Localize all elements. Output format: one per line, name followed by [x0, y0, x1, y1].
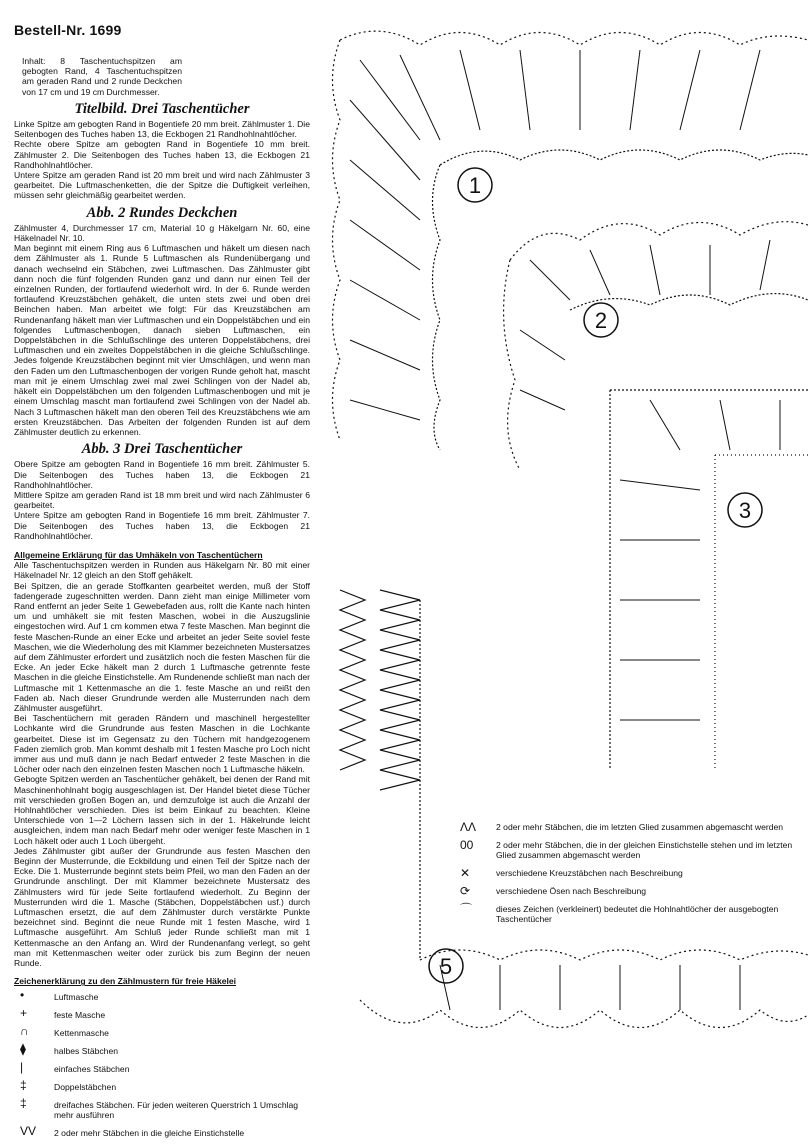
general-title: Allgemeine Erklärung für das Umhäkeln von Taschentüchern [14, 549, 263, 560]
legend-label: Luftmasche [54, 992, 99, 1003]
legend-row [14, 1044, 310, 1056]
chart-6-zigzag-2 [340, 590, 365, 770]
legend-row [460, 868, 800, 878]
order-number: Bestell-Nr. 1699 [14, 22, 122, 38]
legend-row [460, 822, 800, 832]
chart-number-3: 3 [738, 498, 752, 523]
section-title-3: Abb. 3 Drei Taschentücher [81, 441, 243, 458]
legend-left [14, 990, 310, 1138]
chart-2-left [504, 260, 520, 470]
picot-icon: ⟳ [460, 884, 471, 898]
crochet-charts [320, 0, 808, 1125]
legend-label: dreifaches Stäbchen. Für jeden weiteren Querstrich 1 Umschlag mehr ausführen [54, 1100, 299, 1121]
legend-row [14, 1126, 310, 1138]
chart-3-rays [620, 400, 780, 720]
general-para-4: Gebogte Spitzen werden an Taschentücher gehäkelt, bei denen der Rand mit Maschinenhohlnaht bogig ausgeschlagen ist. Der Handel bietet diese Tücher mit verschieden großen Bogen an, und demzufolge ist auch die Anzahl der Hohlnahtlöcher verschieden. Dies ist beim Einkauf zu beachten. Kleine Unterschiede von 1—2 Löchern lassen sich in der 1. Häkelrunde leicht ausgleichen, indem man nach Bedarf mehr oder weniger feste Maschen in 1 Loch häkelt oder auch 1 Loch übergeht. [14, 774, 310, 846]
legend-row [14, 1098, 310, 1120]
cluster-icon: 00 [460, 838, 474, 852]
legend-label: dieses Zeichen (verkleinert) bedeutet die Hohlnahtlöcher der ausgebogten Taschentücher [496, 904, 779, 924]
chart-5-outline [420, 950, 808, 960]
legend-row [460, 886, 800, 896]
section-1-para-3: Untere Spitze am geraden Rand ist 20 mm breit und wird nach Zählmuster 3 gearbeitet. Die Luftmaschenketten, die der Spitze die Duftigkeit verleihen, müssen sehr gleichmäßig gearbeitet werden. [14, 170, 310, 201]
chart-2-outline [510, 222, 808, 260]
cross-stitch-icon: ✕ [460, 866, 471, 880]
chart-3-inner [715, 455, 808, 770]
chart-1-left-inner [433, 165, 441, 450]
chart-1-inner-edge [440, 150, 808, 165]
section-3-para-1: Obere Spitze am gebogten Rand in Bogentiefe 16 mm breit. Zählmuster 5. Die Seitenbogen des Tuches haben 13, die Eckbogen 21 Randhohlnahtlöcher. [14, 459, 310, 490]
section-2-para-2: Man beginnt mit einem Ring aus 6 Luftmaschen und häkelt um diesen nach dem Zählmuster als 1. Runde 5 Luftmaschen als Rundenübergang und danach wechselnd ein Stäbchen, zwei Luftmaschen. Das Zählmuster gibt dann noch die fünf folgenden Runden ganz und dann nur einen Teil der einzelnen Runden, der fortlaufend wiederholt wird. In der 6. Runde werden fortlaufend Kreuzstäbchen gehäkelt, die unten stets zwei und oben drei Beinchen haben. Man arbeitet wie folgt: Für das Kreuzstäbchen am Rundenanfang häkelt man vier Luftmaschen und ein Doppelstäbchen und ein folgendes Luftmaschenbogen, danach sieben Luftmaschen, ein Doppelstäbchen in die Schlußschlinge des unteren Doppelstäbchens, drei Luftmaschen und ein zweites Doppelstäbchen in die gleiche Schlußschlinge. Jedes folgende Kreuzstäbchen beginnt mit vier Umschlägen, und wenn man den Faden um den Luftmaschenbogen der vorigen Runde geholt hat, mascht man mit je einem Umschlag zwei mal zwei Schlingen von der Nadel ab, häkelt ein Doppelstäbchen um den folgenden Luftmaschenbogen und mit je einem Umschlag mascht man fortlaufend zwei Schlingen von der Nadel ab. Nach 3 Luftmaschen häkelt man den oberen Teil des Kreuzstäbchens wie am ersten Kreuzstäbchen. Das Arbeiten der folgenden Runden ist auf dem Zählmuster deutlich zu erkennen. [14, 243, 310, 437]
double-crochet-icon: | [20, 1060, 24, 1075]
legend-row [460, 904, 800, 924]
general-para-1: Alle Taschentuchspitzen werden in Runden aus Häkelgarn Nr. 80 mit einer Häkelnadel Nr. 12 gleich an den Stoff gehäkelt. [14, 560, 310, 581]
inhalt-text: Inhalt: 8 Taschentuchspitzen am gebogten Rand, 4 Taschentuchspitzen am geraden Rand und 2 runde Deckchen von 17 cm und 19 cm Durchmesser. [22, 56, 182, 97]
general-para-5: Jedes Zählmuster gibt außer der Grundrunde aus festen Maschen den Beginn der Musterrunde, die Eckbildung und einen Teil der Spitze nach der Ecke. Die 1. Musterrunde beginnt stets beim Pfeil, wo man den Faden an der Grundrunde anschlingt. Der mit Klammer bezeichnete Mustersatz des Zählmusters wird für jede Seite fortlaufend wiederholt. Zu Beginn der Musterrunden wird die 1. Masche (Stäbchen, Doppelstäbchen usf.) durch Luftmaschen ersetzt, die auf dem Zählmuster durch verstärkte Punkte bezeichnet sind. Beginnt die neue Runde mit 1 festen Masche, wird 1 Luftmasche ausgeführt. Am Schluß jeder Runde schließt man mit 1 Kettenmasche an den Anfang an. Wird der Rundenanfang verlegt, so geht man mit Kettenmaschen weiter oder zurück bis zum Beginn der neuen Runde. [14, 845, 310, 969]
legend-label: 2 oder mehr Stäbchen in die gleiche Einstichstelle [54, 1128, 245, 1139]
triple-treble-icon: ‡ [20, 1096, 27, 1111]
general-para-3: Bei Taschentüchern mit geraden Rändern und maschinell hergestellter Lochkante wird die Grundrunde aus festen Maschen in die Lochkante gearbeitet. Diese ist im Gegensatz zu den Tüchern mit handgezogenem Faden ziemlich grob. Man kommt deshalb mit 1 festen Masche pro Loch nicht immer aus und muß dann je nach Bedarf entweder 2 feste Maschen in die Löcher oder nach den einzelnen festen Maschen noch 1 Luftmasche häkeln. [14, 713, 310, 775]
legend-label: feste Masche [54, 1010, 106, 1021]
legend-label: 2 oder mehr Stäbchen, die in der gleichen Einstichstelle stehen und im letzten Glied zusammen abgemascht werden [496, 840, 793, 860]
chart-1-outline [340, 31, 808, 45]
legend-label: Kettenmasche [54, 1028, 109, 1039]
section-1-para-1: Linke Spitze am gebogten Rand in Bogentiefe 20 mm breit. Zählmuster 1. Die Seitenbogen des Tuches haben 13, die Eckbogen 21 Randhohlnahtlöcher. [14, 119, 310, 140]
section-title-1: Titelbild. Drei Taschentücher [74, 100, 250, 117]
legend-row [14, 990, 310, 1002]
section-1-para-2: Rechte obere Spitze am gebogten Rand in Bogentiefe 10 mm breit. Zählmuster 2. Die Seitenbogen des Tuches haben 13, die Eckbogen 21 Randhohlnahtlöcher. [14, 139, 310, 170]
chart-5-outer [360, 1000, 808, 1028]
text-column [14, 56, 310, 1144]
general-para-2: Bei Spitzen, die an gerade Stoffkanten gearbeitet werden, muß der Stoff fadengerade zugeschnitten werden. Dann zieht man einige Millimeter vom Rand entfernt an jeder Seite 1 Gewebefaden aus, rollt die Kante nach hinten um und umhäkelt sie mit festen Maschen, wobei in die Auszugslinie eingestochen wird. Auf 1 cm kommen etwa 7 feste Maschen. Man beginnt die feste Maschen-Runde an einer Ecke und arbeitet an jeder Seite soviel feste Maschen, wie die Wiederholung des mit Klammer bezeichneten Mustersatzes auf dem Zählmuster erfordert und zusätzlich noch die festen Maschen für die Ecke. An jeder Ecke häkelt man 2 durch 1 Luftmasche getrennte feste Maschen in die gleiche Einstichstelle. Am Rundenende schließt man nach der Luftmasche mit 1 Kettenmasche an die 1. feste Masche an und reißt den Faden ab. Nach dieser Grundrunde werden alle Musterrunden nach dem Zählmuster ausgeführt. [14, 580, 310, 713]
single-crochet-icon: + [20, 1006, 28, 1021]
treble-icon: ‡ [20, 1078, 27, 1093]
chain-stitch-icon: • [20, 988, 25, 1003]
legend-right [460, 822, 800, 932]
chart-number-1: 1 [468, 173, 482, 198]
legend-label: halbes Stäbchen [54, 1046, 119, 1057]
slip-stitch-icon: ∩ [20, 1024, 29, 1039]
chart-6-zigzag [380, 590, 420, 790]
legend-row [14, 1062, 310, 1074]
section-3-para-2: Mittlere Spitze am geraden Rand ist 18 mm breit und wird nach Zählmuster 6 gearbeitet. [14, 489, 310, 511]
chart-5-rays [440, 965, 740, 1010]
section-2-para-1: Zählmuster 4, Durchmesser 17 cm, Material 10 g Häkelgarn Nr. 60, eine Häkelnadel Nr. 10. [14, 222, 310, 244]
section-3-para-3: Untere Spitze am gebogten Rand in Bogentiefe 16 mm breit. Zählmuster 7. Die Seitenbogen des Tuches haben 13, die Eckbogen 21 Randhohlnahtlöcher. [14, 510, 310, 541]
chart-2-rays [520, 240, 770, 410]
chart-1-left-outer [333, 40, 341, 440]
section-title-2: Abb. 2 Rundes Deckchen [86, 204, 238, 221]
legend-left-title: Zeichenerklärung zu den Zählmustern für freie Häkelei [14, 976, 237, 987]
decrease-icon: ΛΛ [460, 820, 477, 834]
chart-number-2: 2 [594, 308, 608, 333]
legend-row [14, 1008, 310, 1020]
legend-label: verschiedene Kreuzstäbchen nach Beschreibung [496, 868, 683, 878]
legend-row [460, 840, 800, 860]
legend-label: 2 oder mehr Stäbchen, die im letzten Glied zusammen abgemascht werden [496, 822, 784, 832]
v-stitch-icon: VV [20, 1124, 37, 1139]
legend-label: Doppelstäbchen [54, 1082, 117, 1093]
half-double-icon: ⧫ [20, 1042, 26, 1057]
legend-label: einfaches Stäbchen [54, 1064, 130, 1075]
legend-row [14, 1080, 310, 1092]
hemstitch-icon: ⌒ [460, 902, 473, 916]
legend-row [14, 1026, 310, 1038]
chart-number-5: 5 [439, 954, 453, 979]
chart-1-rays [350, 50, 760, 420]
legend-label: verschiedene Ösen nach Beschreibung [496, 886, 647, 896]
